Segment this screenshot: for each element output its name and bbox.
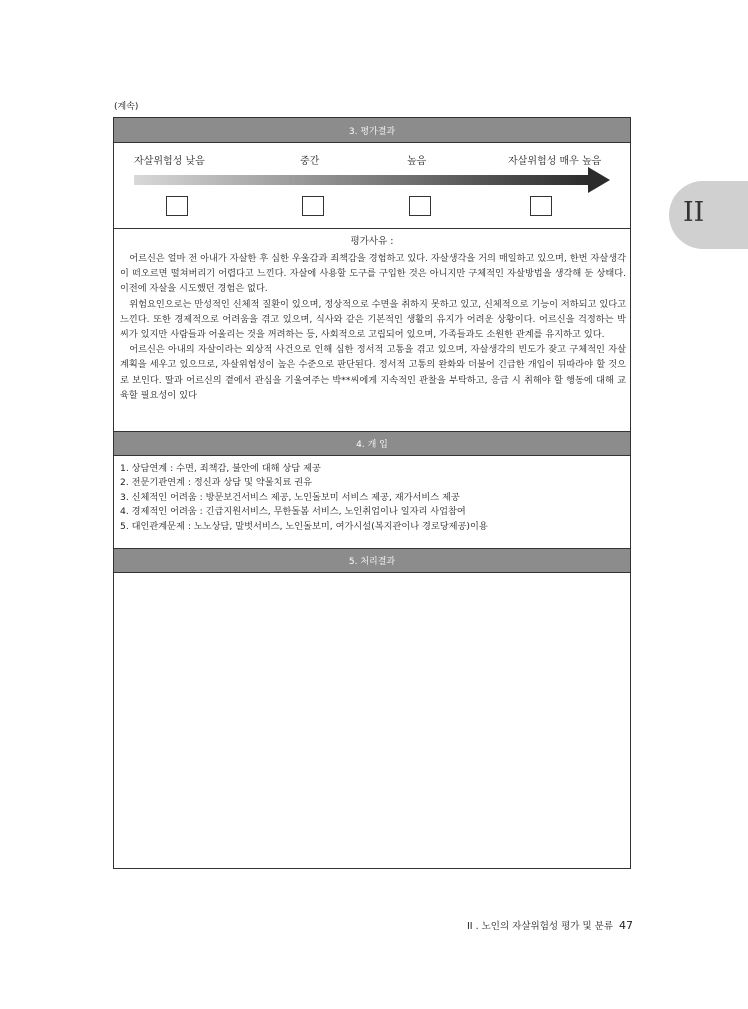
scale-label-high: 높음	[407, 156, 427, 167]
scale-label-very-high: 자살위험성 매우 높음	[508, 156, 602, 167]
section5-header: 5. 처리결과	[114, 548, 630, 573]
checkbox-low[interactable]	[166, 196, 188, 216]
checkbox-high[interactable]	[409, 196, 431, 216]
list-item: 4. 경제적인 어려움 : 긴급지원서비스, 무한돌봄 서비스, 노인취업이나 일자리 사업참여	[120, 506, 466, 518]
section3-header: 3. 평가결과	[114, 118, 630, 143]
reason-label: 평가사유 :	[350, 236, 394, 247]
page-footer	[420, 918, 633, 932]
assessment-form	[113, 117, 631, 869]
list-item: 3. 신체적인 어려움 : 방문보건서비스 제공, 노인돌보미 서비스 제공, 재가서비스 제공	[120, 491, 460, 503]
continued-label: (계속)	[114, 102, 139, 112]
reason-paragraph: 어르신은 아내의 자살이라는 외상적 사건으로 인해 심한 정서적 고통을 겪고 있으며, 자살생각의 빈도가 잦고 구체적인 자살계획을 세우고 있으므로, 자살위험성이 높은 수준으로 판단된다. 정서적 고통의 완화와 더불어 긴급한 개입이 뒤따라야 할 것으로 보인다. 딸과 어르신의 곁에서 관심을 기울여주는 박**씨에게 지속적인 관찰을 부탁하고, 응급 시 취해야 할 행동에 대해 교육할 필요성이 있다	[120, 344, 626, 401]
section4-header: 4. 개 입	[114, 431, 630, 456]
reason-paragraph: 어르신은 얼마 전 아내가 자살한 후 심한 우울감과 죄책감을 경험하고 있다. 자살생각을 거의 매일하고 있으며, 한번 자살생각이 떠오르면 떨쳐버리기 어렵다고 느낀다. 자살에 사용할 도구를 구입한 것은 아니지만 구체적인 자살방법을 생각해 둔 상태다. 이전에 자살을 시도했던 경험은 없다.	[120, 253, 626, 295]
arrow-right-icon	[588, 167, 610, 193]
result-area[interactable]	[114, 573, 630, 868]
chapter-tab	[669, 181, 748, 249]
intervention-list	[120, 462, 626, 534]
reason-paragraph: 위험요인으로는 만성적인 신체적 질환이 있으며, 정상적으로 수면을 취하지 못하고 있고, 신체적으로 기능이 저하되고 있다고 느낀다. 또한 경제적으로 어려움을 겪고 있으며, 식사와 같은 기본적인 생활의 유지가 어려운 상황이다. 어르신을 걱정하는 박 씨가 있지만 사람들과 어울리는 것을 꺼려하는 등, 사회적으로 고립되어 있으며, 가족들과도 소원한 관계를 유지하고 있다.	[120, 298, 626, 341]
reason-text	[120, 251, 626, 403]
scale-label-mid: 중간	[300, 156, 320, 167]
list-item: 5. 대인관계문제 : 노노상담, 말벗서비스, 노인돌보미, 여가시설(복지관이나 경로당제공)이용	[120, 520, 488, 532]
list-item: 2. 전문기관연계 : 정신과 상담 및 약물치료 권유	[120, 477, 313, 489]
divider	[114, 228, 630, 229]
checkbox-very-high[interactable]	[530, 196, 552, 216]
chapter-tab-label: II	[683, 197, 705, 228]
page-number: 47	[619, 919, 633, 932]
risk-gradient-bar	[134, 175, 590, 185]
checkbox-mid[interactable]	[302, 196, 324, 216]
footer-text: II . 노인의 자살위험성 평가 및 분류	[466, 921, 613, 932]
scale-label-low: 자살위험성 낮음	[134, 156, 205, 167]
list-item: 1. 상담연계 : 수면, 죄책감, 불안에 대해 상담 제공	[120, 463, 321, 474]
